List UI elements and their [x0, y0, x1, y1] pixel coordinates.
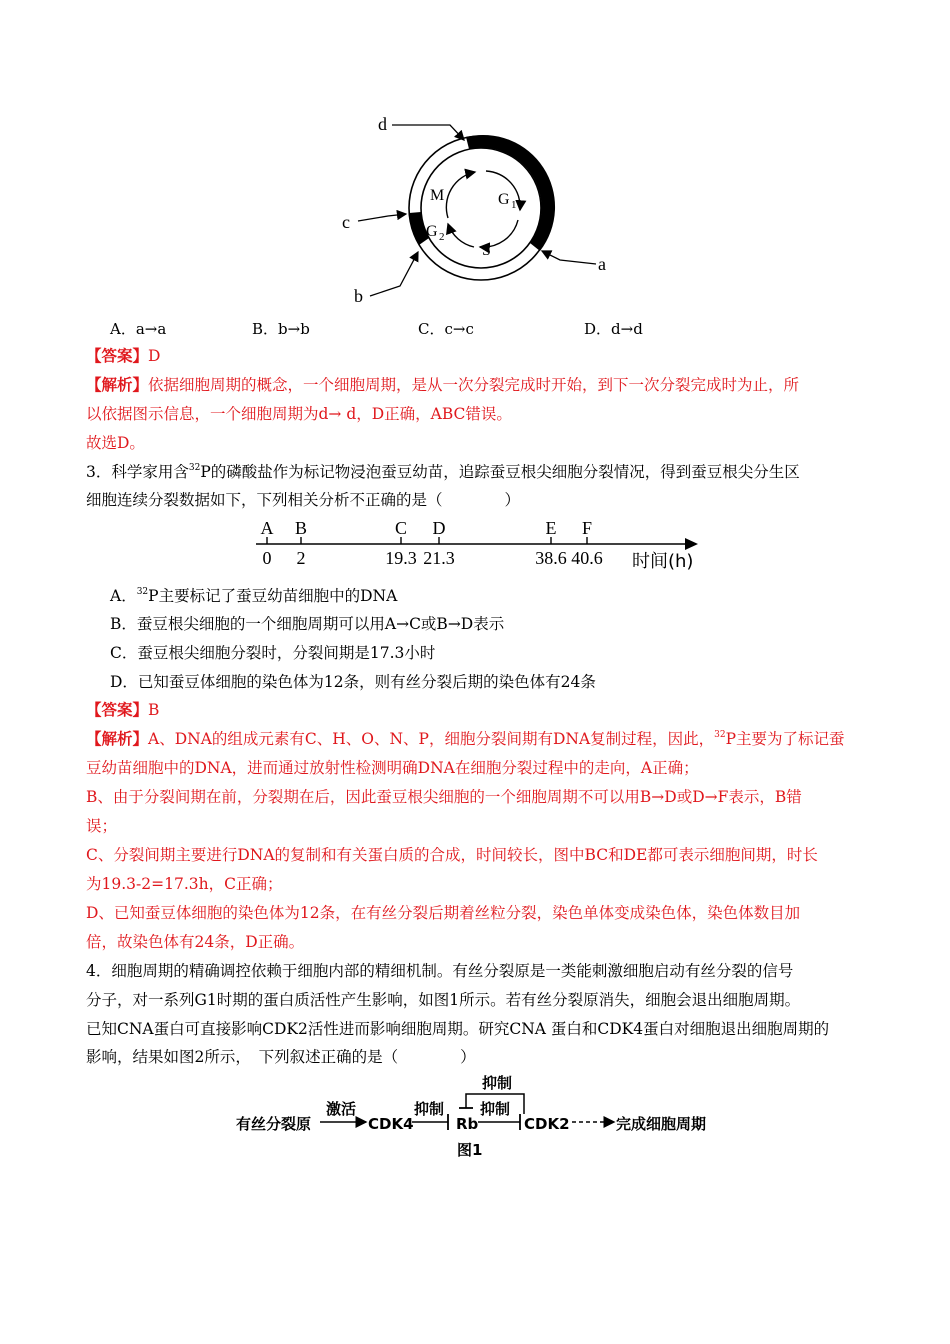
axis-label: 时间(h) [632, 551, 694, 572]
q3-analysis-line-7: D、已知蚕豆体细胞的染色体为12条，在有丝分裂后期着丝粒分裂，染色单体变成染色体，染色体数目加 [86, 904, 801, 922]
q3-analysis-line-3: B、由于分裂间期在前，分裂期在后，因此蚕豆根尖细胞的一个细胞周期不可以用B→D或D→F表示，B错 [86, 788, 802, 806]
q2-answer [86, 346, 160, 366]
label-G2: G [426, 223, 438, 240]
q4-stem-line-3: 已知CNA蛋白可直接影响CDK2活性进而影响细胞周期。研究CNA 蛋白和CDK4蛋白对细胞退出细胞周期的 [86, 1020, 830, 1038]
q3-analysis-line-2: 豆幼苗细胞中的DNA，进而通过放射性检测明确DNA在细胞分裂过程中的走向，A正确； [86, 759, 699, 777]
timeline-point-value: 38.6 [535, 548, 567, 568]
cell-cycle-diagram [330, 110, 630, 310]
q2-option-c: C．c→c [418, 320, 474, 338]
q2-option-d: D．d→d [584, 320, 643, 338]
label-G2-sub: 2 [439, 231, 445, 243]
cdk4-label: CDK4 [368, 1115, 414, 1133]
q2-option-a: A．a→a [110, 320, 167, 338]
q2-analysis-line-2: 以依据图示信息，一个细胞周期为d→ d，D正确，ABC错误。 [86, 405, 512, 423]
complete-cycle-label: 完成细胞周期 [616, 1115, 707, 1133]
timeline-point-letter: A [260, 518, 274, 538]
activate-label: 激活 [326, 1100, 357, 1118]
q3-analysis-line-8: 倍，故染色体有24条，D正确。 [86, 933, 305, 951]
timeline-point-letter: E [545, 518, 557, 538]
q4-stem-line-1: 4．细胞周期的精确调控依赖于细胞内部的精细机制。有丝分裂原是一类能刺激细胞启动有丝分裂的信号 [86, 962, 794, 980]
figure-1-pathway [230, 1072, 730, 1162]
timeline-point-letter: B [294, 518, 308, 538]
timeline-point-letter: D [432, 518, 446, 538]
timeline-point-letter: F [581, 518, 593, 538]
label-d: d [378, 114, 387, 134]
inhibit-label-top: 抑制 [482, 1074, 513, 1092]
q3-option-d: D．已知蚕豆体细胞的染色体为12条，则有丝分裂后期的染色体有24条 [110, 673, 596, 691]
q4-stem-line-2: 分子，对一系列G1时期的蛋白质活性产生影响，如图1所示。若有丝分裂原消失，细胞会退出细胞周期。 [86, 991, 801, 1009]
q3-stem-line-2: 细胞连续分裂数据如下，下列相关分析不正确的是（ ） [86, 491, 521, 509]
q3-analysis-line-6: 为19.3-2=17.3h，C正确； [86, 875, 283, 893]
q2-analysis-line-1: 【解析】依据细胞周期的概念，一个细胞周期，是从一次分裂完成时开始，到下一次分裂完成时为止，所 [86, 375, 800, 394]
answer-value: D [148, 347, 161, 365]
q4-stem-line-4: 影响，结果如图2所示， 下列叙述正确的是（ ） [86, 1048, 476, 1066]
label-S: S [482, 242, 491, 259]
timeline-point-letter: C [394, 518, 408, 538]
cdk2-label: CDK2 [524, 1115, 570, 1133]
answer-tag: 【答案】 [86, 346, 149, 365]
figure-1-caption: 图1 [457, 1141, 483, 1159]
inhibit-label-2: 抑制 [480, 1100, 511, 1118]
label-M: M [430, 187, 445, 204]
timeline-point-value: 0 [262, 548, 272, 568]
q3-option-b: B．蚕豆根尖细胞的一个细胞周期可以用A→C或B→D表示 [110, 615, 505, 633]
q3-answer: 【答案】B [86, 700, 160, 719]
q3-analysis-line-5: C、分裂间期主要进行DNA的复制和有关蛋白质的合成，时间较长，图中BC和DE都可表示细胞间期，时长 [86, 846, 818, 864]
timeline-point-value: 2 [296, 548, 306, 568]
q3-analysis-line-4: 误； [86, 817, 118, 835]
inhibit-label-1: 抑制 [414, 1100, 445, 1118]
label-G1: G [498, 191, 510, 208]
q2-analysis-line-3: 故选D。 [86, 434, 145, 452]
q3-option-a: A．$^{32}$P主要标记了蚕豆幼苗细胞中的DNA [110, 587, 398, 605]
label-b: b [354, 286, 363, 306]
label-G1-sub: 1 [511, 199, 517, 211]
timeline-point-value: 40.6 [571, 548, 603, 568]
q3-timeline [240, 515, 710, 575]
label-a: a [598, 254, 606, 274]
q2-option-b: B．b→b [252, 320, 310, 338]
q3-stem-line-1: 3．科学家用含$^{32}$P的磷酸盐作为标记物浸泡蚕豆幼苗，追踪蚕豆根尖细胞分裂情况，得到蚕豆根尖分生区 [86, 463, 800, 481]
mitogen-label: 有丝分裂原 [236, 1115, 312, 1133]
q3-analysis-line-1: 【解析】A、DNA的组成元素有C、H、O、N、P，细胞分裂间期有DNA复制过程，因此，$^{32}$P主要为了标记蚕 [86, 729, 845, 748]
rb-label: Rb [456, 1115, 479, 1133]
label-c: c [342, 212, 350, 232]
timeline-point-value: 21.3 [423, 548, 455, 568]
analysis-tag: 【解析】 [86, 375, 149, 394]
q3-option-c: C．蚕豆根尖细胞分裂时，分裂间期是17.3小时 [110, 644, 436, 662]
timeline-point-value: 19.3 [385, 548, 417, 568]
